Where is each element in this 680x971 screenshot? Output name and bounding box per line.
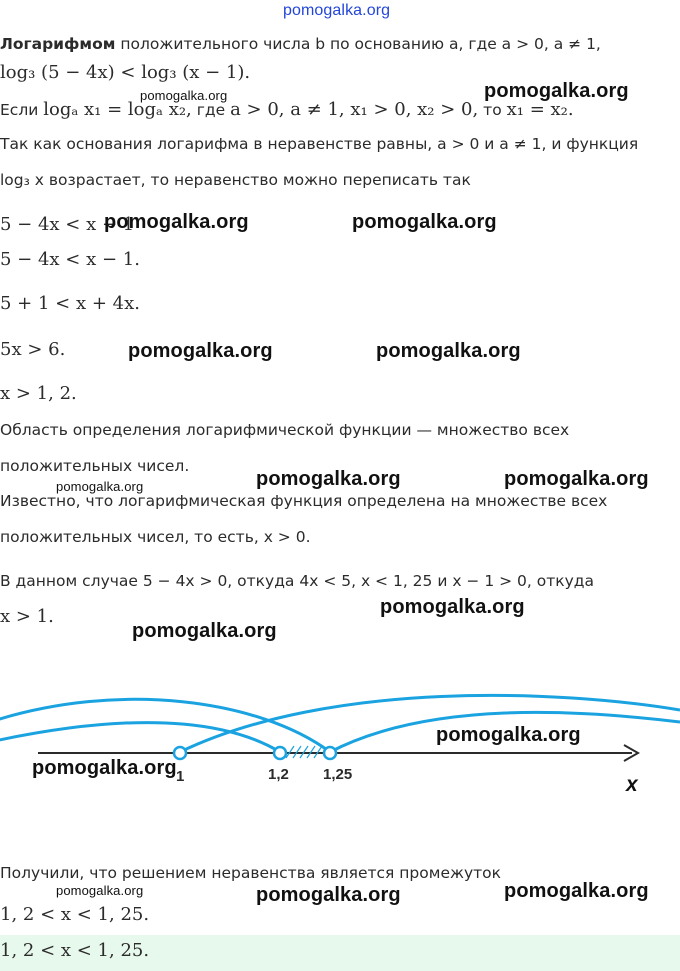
rule-result: x₁ = x₂. <box>506 99 574 120</box>
domain-text-line-1: Область определения логарифмической функции — множество всех <box>0 421 570 439</box>
watermark[interactable]: pomogalka.org <box>56 479 144 494</box>
watermark[interactable]: pomogalka.org <box>132 620 277 642</box>
definition-bold-term: Логарифмом <box>0 35 116 53</box>
interval-arc-lower <box>0 723 280 752</box>
conclusion-text: Получили, что решением неравенства является промежуток <box>0 864 501 882</box>
solution-interval: 1, 2 < x < 1, 25. <box>0 904 150 925</box>
watermark[interactable]: pomogalka.org <box>104 211 249 233</box>
watermark[interactable]: pomogalka.org <box>56 883 144 898</box>
tick-label-1-25: 1,25 <box>323 766 353 783</box>
rule-conditions: a > 0, a ≠ 1, x₁ > 0, x₂ > 0, <box>230 99 479 120</box>
rule-prefix: Если <box>0 101 39 119</box>
watermark[interactable]: pomogalka.org <box>504 468 649 490</box>
watermark[interactable]: pomogalka.org <box>380 596 525 618</box>
rule-middle: где <box>196 101 226 119</box>
increasing-function-text: log₃ x возрастает, то неравенство можно переписать так <box>0 171 471 189</box>
watermark[interactable]: pomogalka.org <box>32 757 177 779</box>
watermark[interactable]: pomogalka.org <box>256 884 401 906</box>
answer-block <box>0 935 680 971</box>
case-text-line-2: x > 1. <box>0 606 54 627</box>
solution-step-3: 5 + 1 < x + 4x. <box>0 293 140 314</box>
known-text-line-1: Известно, что логарифмическая функция определена на множестве всех <box>0 492 608 510</box>
known-text-line-2: положительных чисел, то есть, x > 0. <box>0 528 311 546</box>
case-text-line-1: В данном случае 5 − 4x > 0, откуда 4x < 5, x < 1, 25 и x − 1 > 0, откуда <box>0 572 595 590</box>
rule-then: то <box>483 101 502 119</box>
watermark[interactable]: pomogalka.org <box>352 211 497 233</box>
watermark[interactable]: pomogalka.org <box>436 724 581 746</box>
watermark[interactable]: pomogalka.org <box>256 468 401 490</box>
solution-step-2: 5 − 4x < x − 1. <box>0 249 140 270</box>
tick-label-1: 1 <box>176 768 185 785</box>
solution-step-1: 5 − 4x < x − 1 <box>0 214 135 235</box>
definition-text: положительного числа b по основанию a, где a > 0, a ≠ 1, <box>120 35 601 53</box>
watermark[interactable]: pomogalka.org <box>128 340 273 362</box>
given-inequality: log₃ (5 − 4x) < log₃ (x − 1). <box>0 62 251 83</box>
interval-arc-upper <box>0 699 330 752</box>
point-1-2 <box>274 747 286 759</box>
watermark[interactable]: pomogalka.org <box>376 340 521 362</box>
tick-label-1-2: 1,2 <box>268 766 289 783</box>
watermark-top[interactable]: pomogalka.org <box>283 2 391 19</box>
point-1-25 <box>324 747 336 759</box>
domain-arc-right <box>180 695 680 752</box>
solution-step-4: 5x > 6. <box>0 339 66 360</box>
watermark[interactable]: pomogalka.org <box>140 88 228 103</box>
watermark[interactable]: pomogalka.org <box>504 880 649 902</box>
axis-label-x: x <box>626 773 638 796</box>
rule-formula: logₐ x₁ = logₐ x₂, <box>43 99 192 120</box>
answer-text: 1, 2 < x < 1, 25. <box>0 940 150 961</box>
solution-step-5: x > 1, 2. <box>0 383 77 404</box>
domain-text-line-2: положительных чисел. <box>0 457 190 475</box>
equal-bases-text: Так как основания логарифма в неравенстве равны, a > 0 и a ≠ 1, и функция <box>0 135 639 153</box>
watermark[interactable]: pomogalka.org <box>484 80 629 102</box>
